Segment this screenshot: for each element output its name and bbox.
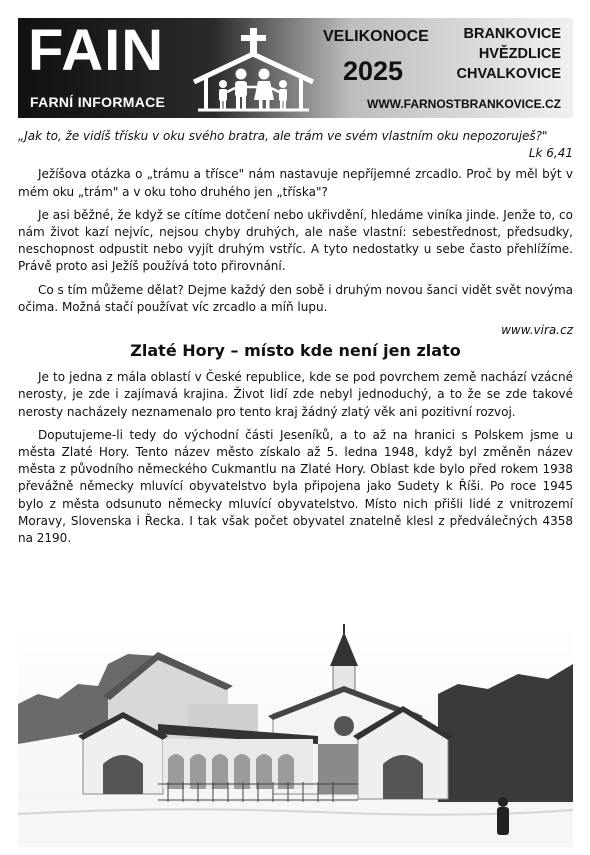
- bible-reference: Lk 6,41: [528, 146, 573, 161]
- newsletter-subtitle: FARNÍ INFORMACE: [30, 94, 166, 110]
- article-heading: Zlaté Hory – místo kde není jen zlato: [130, 341, 461, 361]
- article-paragraph: Ježíšova otázka o „trámu a třísce" nám nastavuje nepříjemné zrcadlo. Proč by měl být v mém oku „trám" a v oku toho druhého jen „tříska"?: [18, 167, 573, 199]
- masthead: [18, 18, 573, 118]
- newsletter-body: [18, 128, 573, 553]
- church-photo: [18, 624, 573, 847]
- newsletter-title: FAIN: [28, 18, 165, 83]
- edition-label: VELIKONOCE: [323, 28, 429, 45]
- website-link[interactable]: WWW.FARNOSTBRANKOVICE.CZ: [367, 97, 561, 111]
- church-family-logo-icon: [186, 26, 321, 114]
- article-paragraph: Je to jedna z mála oblastí v České republice, kde se pod povrchem země nachází vzácné nerosty, je zde i zajímavá krajina. Život lidí zde nebyl jednoduchý, a to že se zde takové nerosty nacházely neznamenalo pro tento kraj žádný zlatý věk ani pozitivní rozvoj.: [18, 370, 573, 419]
- bible-quote: „Jak to, že vidíš třísku v oku svého bratra, ale trám ve svém vlastním oku nepozoruješ?": [18, 129, 548, 143]
- parish-name: HVĚZDLICE: [478, 46, 561, 62]
- parish-list: [457, 24, 561, 84]
- article-paragraph: Je asi běžné, že když se cítíme dotčení nebo ukřivdění, hledáme viníka jinde. Jenže to, co nám život kazí nejvíc, nejsou chyby druhých, ale naše vlastní: sebestřednost, předsudky, neschopnost odpustit nebo vyjít druhým vstříc. A tyto nedostatky u sebe často přehlížíme. Právě proto asi Ježíš používá toto přirovnání.: [18, 207, 573, 274]
- article-source[interactable]: www.vira.cz: [501, 323, 573, 338]
- article-paragraph: Co s tím můžeme dělat? Dejme každý den sobě i druhým novou šanci vidět svět novýma očima. Možná stačí používat víc zrcadlo a míň lupu.: [18, 282, 573, 314]
- parish-name: BRANKOVICE: [463, 26, 561, 42]
- parish-name: CHVALKOVICE: [456, 66, 561, 82]
- edition-year: 2025: [343, 56, 404, 86]
- article-paragraph: Doputujeme-li tedy do východní části Jeseníků, a to až na hranici s Polskem jsme u města Zlaté Hory. Tento název město získalo až 5. ledna 1948, když byl změněn název města z původního německého Cukmantlu na Zlaté Hory. Oblast kde bylo před rokem 1938 převážně německy mluvící obyvatelstvo byla připojena jako Sudety k Říši. Po roce 1945 bylo z města odsunuto německy mluvící obyvatelstvo. Místo nich přišli lidé z vnitrozemí Moravy, Slovenska i Řecka. I tak však počet obyvatel znatelně klesl z předválečných 4358 na 2190.: [18, 427, 573, 546]
